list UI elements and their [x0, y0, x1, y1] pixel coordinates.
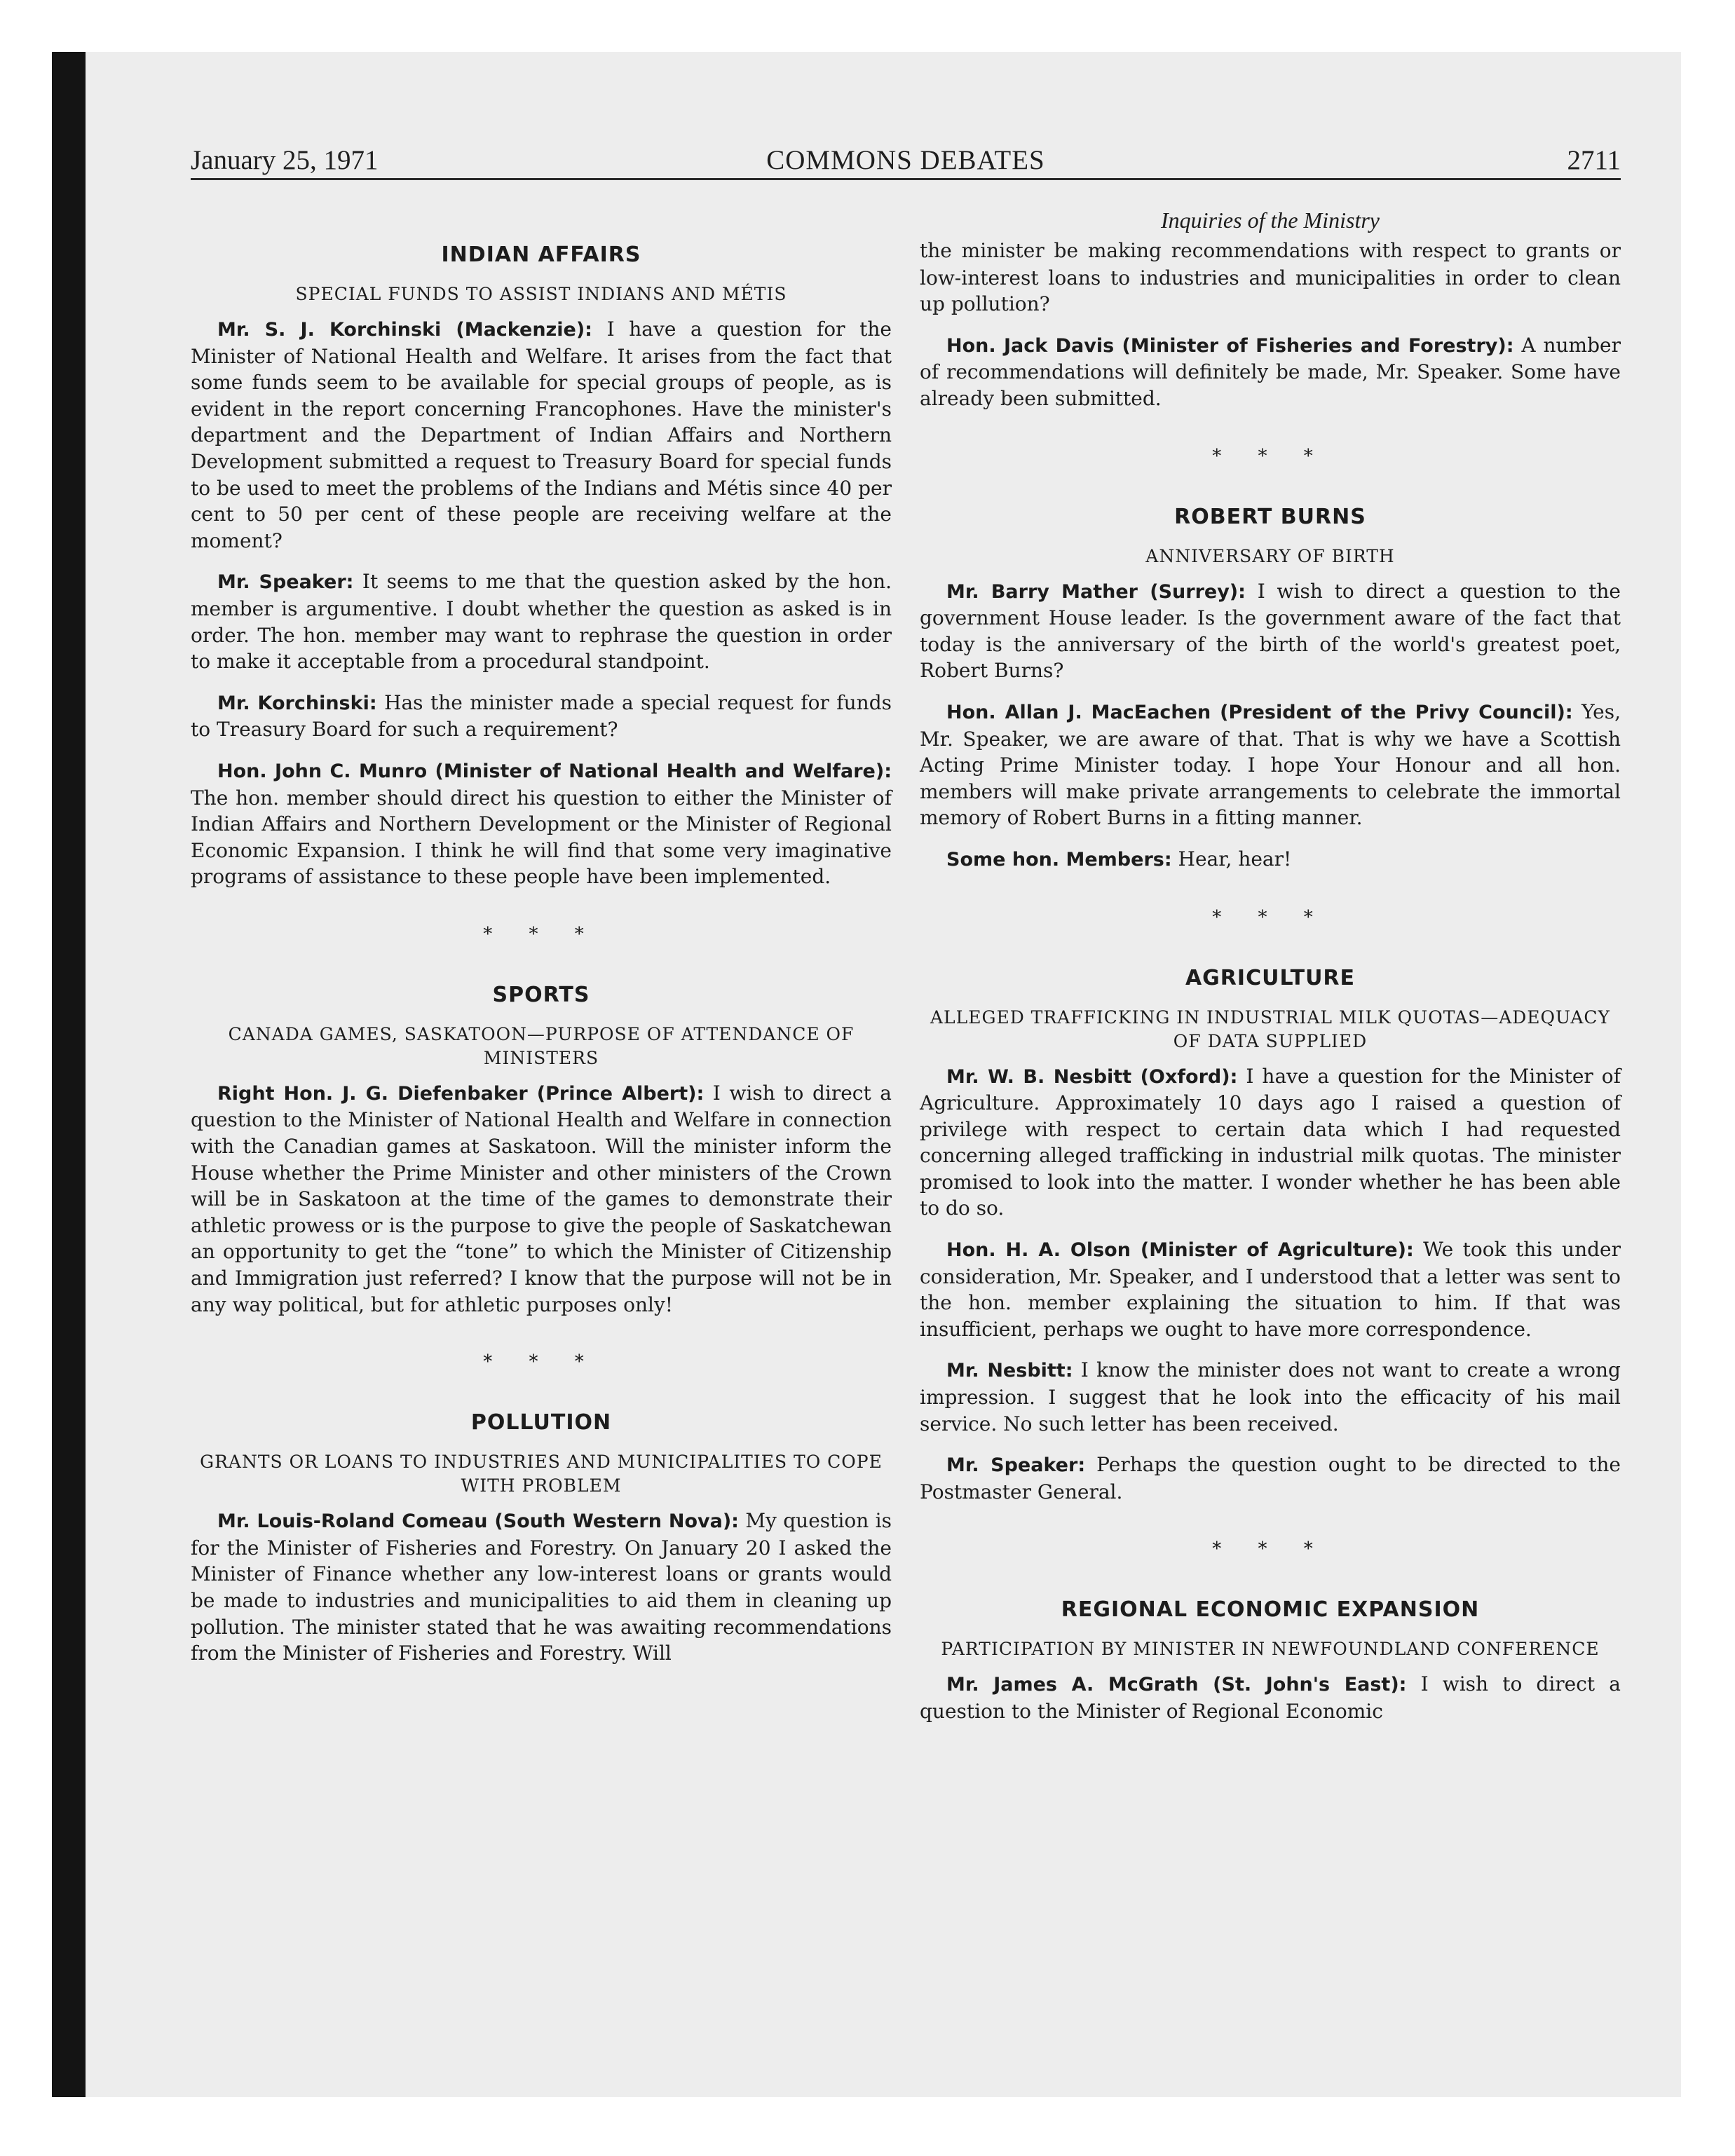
speech-paragraph	[920, 1357, 1621, 1437]
speech-text: Has the minister made a special request for funds to Treasury Board for such a requirement?	[191, 690, 892, 742]
speech-text: Hear, hear!	[1171, 847, 1292, 871]
speech-text: Yes, Mr. Speaker, we are aware of that. That is why we have a Scottish Acting Prime Minister today. I hope Your Honour and all hon. members will make private arrangements to celebrate the immortal memory of Robert Burns in a fitting manner.	[920, 700, 1621, 830]
speech-paragraph	[191, 568, 892, 674]
section-subheading: GRANTS OR LOANS TO INDUSTRIES AND MUNICIPALITIES TO COPE WITH PROBLEM	[200, 1452, 883, 1496]
speech-paragraph	[920, 332, 1621, 412]
speaker-name: Right Hon. J. G. Diefenbaker (Prince Albert):	[217, 1082, 705, 1105]
speaker-name: Mr. Barry Mather (Surrey):	[946, 580, 1246, 603]
section-heading: INDIAN AFFAIRS	[441, 243, 641, 267]
speaker-name: Mr. Korchinski:	[217, 692, 377, 714]
speaker-name: Mr. Nesbitt:	[946, 1360, 1073, 1382]
section-heading: AGRICULTURE	[1185, 965, 1356, 990]
section-separator: * * *	[1212, 1538, 1328, 1560]
section-subheading: ANNIVERSARY OF BIRTH	[1145, 545, 1395, 566]
section-subheading: CANADA GAMES, SASKATOON—PURPOSE OF ATTENDANCE OF MINISTERS	[228, 1023, 855, 1068]
section-heading: ROBERT BURNS	[1174, 504, 1366, 529]
speech-paragraph	[920, 846, 1621, 873]
speaker-name: Mr. Louis-Roland Comeau (South Western Nova):	[217, 1510, 739, 1533]
speech-text: My question is for the Minister of Fisheries and Forestry. On January 20 I asked the Minister of Finance whether any low-interest loans or grants would be made to industries and municipalities to aid them in cleaning up pollution. The minister stated that he was awaiting recommendations from the Minister of Fisheries and Forestry. Will	[191, 1509, 892, 1665]
speech-paragraph	[920, 1452, 1621, 1505]
running-head: Inquiries of the Ministry	[1161, 207, 1380, 233]
section-agriculture	[920, 966, 1621, 1506]
speaker-name: Hon. John C. Munro (Minister of National Health and Welfare):	[217, 760, 892, 782]
section-separator: * * *	[1212, 906, 1328, 928]
section-subheading: PARTICIPATION BY MINISTER IN NEWFOUNDLAND CONFERENCE	[941, 1639, 1600, 1660]
section-robert-burns	[920, 505, 1621, 873]
speech-text: The hon. member should direct his question to either the Minister of Indian Affairs and Northern Development or the Minister of Regional Economic Expansion. I think he will find that some very imaginative programs of assistance to these people have been implemented.	[191, 786, 892, 889]
speech-paragraph	[191, 1508, 892, 1667]
section-separator: * * *	[483, 923, 599, 945]
speech-text: A number of recommendations will definitely be made, Mr. Speaker. Some have already been submitted.	[920, 333, 1621, 410]
publication-title: COMMONS DEBATES	[766, 145, 1045, 175]
speech-text: I have a question for the Minister of National Health and Welfare. It arises from the fact that some funds seem to be available for special groups of people, as is evident in the report concerning Francophones. Have the minister's department and the Department of Indian Affairs and Northern Development submitted a request to Treasury Board for special funds to be used to meet the problems of the Indians and Métis since 40 per cent to 50 per cent of these people are receiving welfare at the moment?	[191, 318, 892, 552]
speech-paragraph	[920, 238, 1621, 318]
right-column	[920, 203, 1621, 1740]
section-pollution-continued	[920, 238, 1621, 412]
speech-text: I know the minister does not want to create a wrong impression. I suggest that he look into the efficacity of his mail service. No such letter has been received.	[920, 1358, 1621, 1435]
speech-paragraph	[920, 1236, 1621, 1342]
speech-paragraph	[920, 1063, 1621, 1222]
section-pollution	[191, 1410, 892, 1667]
speech-paragraph	[191, 690, 892, 743]
speech-text: I wish to direct a question to the government House leader. Is the government aware of the fact that today is the anniversary of the birth of the world's greatest poet, Robert Burns?	[920, 579, 1621, 683]
speech-paragraph	[920, 1671, 1621, 1724]
header-date: January 25, 1971	[191, 145, 379, 175]
left-column	[191, 203, 892, 1681]
speaker-name: Mr. Speaker:	[946, 1454, 1086, 1477]
section-heading: SPORTS	[492, 982, 590, 1007]
speaker-name: Mr. W. B. Nesbitt (Oxford):	[946, 1065, 1238, 1088]
speech-paragraph	[191, 758, 892, 890]
section-indian-affairs	[191, 243, 892, 890]
speaker-name: Hon. Allan J. MacEachen (President of the Privy Council):	[946, 701, 1573, 723]
speech-text: I wish to direct a question to the Minister of Regional Economic	[920, 1672, 1621, 1723]
section-separator: * * *	[483, 1351, 599, 1373]
speech-text: We took this under consideration, Mr. Speaker, and I understood that a letter was sent to the hon. member explaining the situation to him. If that was insufficient, perhaps we ought to have more correspondence.	[920, 1238, 1621, 1341]
speech-text: the minister be making recommendations with respect to grants or low-interest loans to industries and municipalities in order to clean up pollution?	[920, 239, 1621, 316]
speech-paragraph	[920, 578, 1621, 684]
speaker-name: Hon. H. A. Olson (Minister of Agriculture):	[946, 1239, 1414, 1262]
section-sports	[191, 983, 892, 1318]
speech-text: I have a question for the Minister of Agriculture. Approximately 10 days ago I raised a question of privilege with respect to certain data which I had requested concerning alleged trafficking in industrial milk quotas. The minister promised to look into the matter. I wonder whether he has been able to do so.	[920, 1064, 1621, 1220]
scan-edge-bar	[52, 52, 86, 2097]
speaker-name: Mr. James A. McGrath (St. John's East):	[946, 1674, 1407, 1696]
speech-text: I wish to direct a question to the Minister of National Health and Welfare in connection with the Canadian games at Saskatoon. Will the minister inform the House whether the Prime Minister and other ministers of the Crown will be in Saskatoon at the time of the games to demonstrate their athletic prowess or is the purpose to give the people of Saskatchewan an opportunity to get the “tone” to which the Minister of Citizenship and Immigration just referred? I know that the purpose will not be in any way political, but for athletic purposes only!	[191, 1081, 892, 1316]
page-header	[191, 143, 1621, 180]
section-regional-economic-expansion	[920, 1597, 1621, 1724]
section-subheading: ALLEGED TRAFFICKING IN INDUSTRIAL MILK QUOTAS—ADEQUACY OF DATA SUPPLIED	[930, 1007, 1611, 1051]
page-number: 2711	[1567, 145, 1621, 175]
section-separator: * * *	[1212, 445, 1328, 467]
speech-text: It seems to me that the question asked by the hon. member is argumentive. I doubt whether the question as asked is in order. The hon. member may want to rephrase the question in order to make it acceptable from a procedural standpoint.	[191, 570, 892, 674]
section-heading: POLLUTION	[470, 1410, 612, 1435]
speech-paragraph	[191, 316, 892, 554]
speaker-name: Mr. S. J. Korchinski (Mackenzie):	[217, 319, 592, 341]
speech-text: Perhaps the question ought to be directed to the Postmaster General.	[920, 1453, 1621, 1503]
speaker-name: Some hon. Members:	[946, 848, 1172, 871]
speech-paragraph	[920, 699, 1621, 831]
section-heading: REGIONAL ECONOMIC EXPANSION	[1061, 1597, 1480, 1623]
speaker-name: Mr. Speaker:	[217, 571, 354, 594]
speaker-name: Hon. Jack Davis (Minister of Fisheries and Forestry):	[946, 334, 1514, 357]
section-subheading: SPECIAL FUNDS TO ASSIST INDIANS AND MÉTIS	[295, 284, 787, 304]
speech-paragraph	[191, 1080, 892, 1318]
